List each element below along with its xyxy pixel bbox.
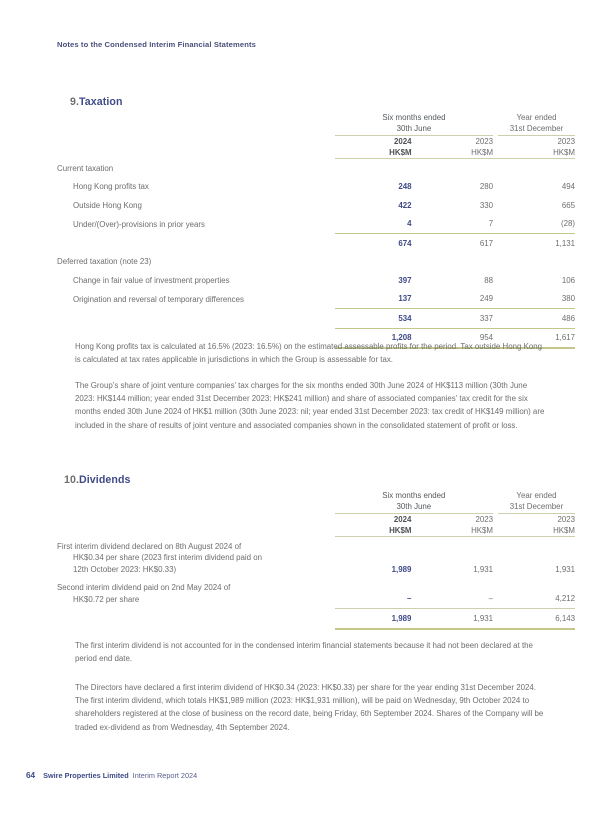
page-footer [26, 771, 197, 780]
row-value: 4 [335, 215, 412, 234]
row-label: Hong Kong profits tax [73, 182, 149, 192]
row-label-line: First interim dividend declared on 8th August 2024 of [57, 541, 242, 551]
row-value: 6,143 [498, 609, 575, 630]
row-value: 1,989 [391, 564, 412, 574]
row-value: 4,212 [555, 594, 575, 604]
table-row [57, 579, 575, 609]
row-label-line: HK$0.34 per share (2023 first interim dividend paid on [73, 553, 263, 563]
row-label: Change in fair value of investment properties [73, 275, 230, 285]
header-col-2023-annual: 2023 HK$M [553, 514, 575, 536]
spacer-cell [57, 513, 335, 536]
row-value: 248 [398, 182, 412, 192]
header-col-2024: 2024 HK$M [389, 136, 412, 158]
page-number: 64 [26, 771, 36, 780]
table-header-units-row [57, 135, 575, 158]
row-label-line: HK$0.72 per share [73, 594, 140, 604]
section-title: Taxation [79, 96, 123, 108]
table-row [57, 196, 575, 214]
dividends-table-body [57, 537, 575, 629]
footer-company-name: Swire Properties Limited [43, 771, 129, 780]
header-group-six-months: Six months ended 30th June [335, 490, 493, 513]
section-title: Dividends [79, 474, 131, 486]
row-label-line: Second interim dividend paid on 2nd May 2024 of [57, 583, 231, 593]
table-header-units-row [57, 513, 575, 536]
row-label: Origination and reversal of temporary differences [73, 294, 244, 304]
row-value: 380 [498, 290, 575, 309]
row-value: 1,989 [335, 609, 412, 630]
row-value: (28) [498, 215, 575, 234]
header-col-2024: 2024 HK$M [389, 514, 412, 536]
row-label: Outside Hong Kong [73, 200, 142, 210]
row-value [498, 159, 575, 177]
taxation-table-body [57, 159, 575, 348]
row-label [57, 234, 335, 253]
section-heading-dividends [57, 474, 131, 486]
row-value [498, 253, 575, 271]
section-number: 9. [69, 96, 79, 108]
header-col-2023-annual: 2023 HK$M [553, 136, 575, 158]
row-label [57, 537, 335, 578]
row-value: 1,208 [335, 328, 412, 348]
header-group-six-months: Six months ended 30th June [335, 112, 493, 135]
row-label [57, 609, 335, 630]
table-header-group-row [57, 112, 575, 135]
taxation-table [57, 112, 575, 349]
row-value [416, 159, 493, 177]
dividends-table [57, 490, 575, 630]
running-head: Notes to the Condensed Interim Financial Statements [57, 40, 256, 49]
spacer-cell [57, 112, 335, 135]
row-value: 330 [479, 200, 494, 210]
paragraph-hong-kong-profits-tax: Hong Kong profits tax is calculated at 16.5% (2023: 16.5%) on the estimated assessable profits for the period. Tax outside Hong Kong is calculated at tax rates applicable in jurisdictions in which the Group is assessable for tax. [75, 342, 542, 365]
section-heading-taxation [57, 96, 123, 108]
row-value: 1,931 [416, 609, 493, 630]
row-label: Current taxation [57, 163, 114, 173]
table-row [57, 309, 575, 328]
row-value: 954 [416, 328, 493, 348]
table-row [57, 253, 575, 271]
header-group-year: Year ended 31st December [498, 490, 575, 513]
table-row [57, 234, 575, 253]
footer-report-name: Interim Report 2024 [132, 771, 198, 780]
row-value: 1,931 [555, 564, 575, 574]
table-row [57, 537, 575, 578]
row-value: 674 [398, 238, 412, 248]
row-value: 486 [498, 309, 575, 328]
paragraph-dividend-not-accounted: The first interim dividend is not accounted for in the condensed interim financial statements because it had not been declared at the period end date. [75, 641, 533, 664]
row-value: – [407, 594, 412, 604]
row-value: 1,931 [473, 564, 494, 574]
row-value: 1,617 [498, 328, 575, 348]
section-number: 10. [63, 474, 79, 486]
row-value: 422 [398, 200, 412, 210]
row-value [335, 253, 412, 271]
paragraph-directors-declaration: The Directors have declared a first interim dividend of HK$0.34 (2023: HK$0.33) per share for the year ending 31st December 2024. The first interim dividend, which totals HK$1,989 million (2023: HK$1,931 million), will be paid on Wednesday, 9th October 2024 to shareholders registered at the close of business on the record date, being Friday, 6th September 2024. Shares of the Company will be traded ex-dividend as from Wednesday, 4th September 2024. [75, 683, 544, 732]
row-value: 397 [398, 275, 412, 285]
header-group-year: Year ended 31st December [498, 112, 575, 135]
row-value: 494 [561, 182, 575, 192]
row-value: 7 [416, 215, 493, 234]
row-label-line: 12th October 2023: HK$0.33) [73, 564, 177, 574]
row-label [57, 579, 335, 609]
row-value: 617 [479, 238, 494, 248]
row-value: 1,131 [555, 238, 575, 248]
row-label: Under/(Over)-provisions in prior years [73, 219, 205, 229]
row-value: 534 [335, 309, 412, 328]
table-total-row [57, 609, 575, 630]
row-value: 249 [416, 290, 493, 309]
header-col-2023-interim: 2023 HK$M [471, 514, 494, 536]
row-value: – [488, 594, 494, 604]
row-value: 137 [335, 290, 412, 309]
table-row [57, 290, 575, 309]
row-value [335, 159, 412, 177]
table-row [57, 271, 575, 289]
header-col-2023-interim: 2023 HK$M [471, 136, 494, 158]
table-row [57, 215, 575, 234]
row-value: 665 [561, 200, 575, 210]
row-label: Deferred taxation (note 23) [57, 257, 152, 267]
row-value: 280 [479, 182, 494, 192]
spacer-cell [57, 135, 335, 158]
paragraph-joint-venture-tax: The Group’s share of joint venture companies’ tax charges for the six months ended 30th June 2024 of HK$113 million (30th June 2023: HK$144 million; year ended 31st December 2023: HK$241 million) and share of associated companies’ tax credit for the six months ended 30th June 2024 of HK$1 million (30th June 2023: nil; year ended 31st December 2023: tax credit of HK$149 million) are included in the share of results of joint venture and associated companies shown in the consolidated statement of profit or loss. [75, 381, 545, 430]
row-value: 88 [484, 275, 494, 285]
row-value: 106 [561, 275, 575, 285]
spacer-cell [57, 490, 335, 513]
row-label [57, 309, 335, 328]
row-value [416, 253, 493, 271]
table-row [57, 178, 575, 196]
table-header-group-row [57, 490, 575, 513]
table-row [57, 159, 575, 177]
row-value: 337 [416, 309, 493, 328]
